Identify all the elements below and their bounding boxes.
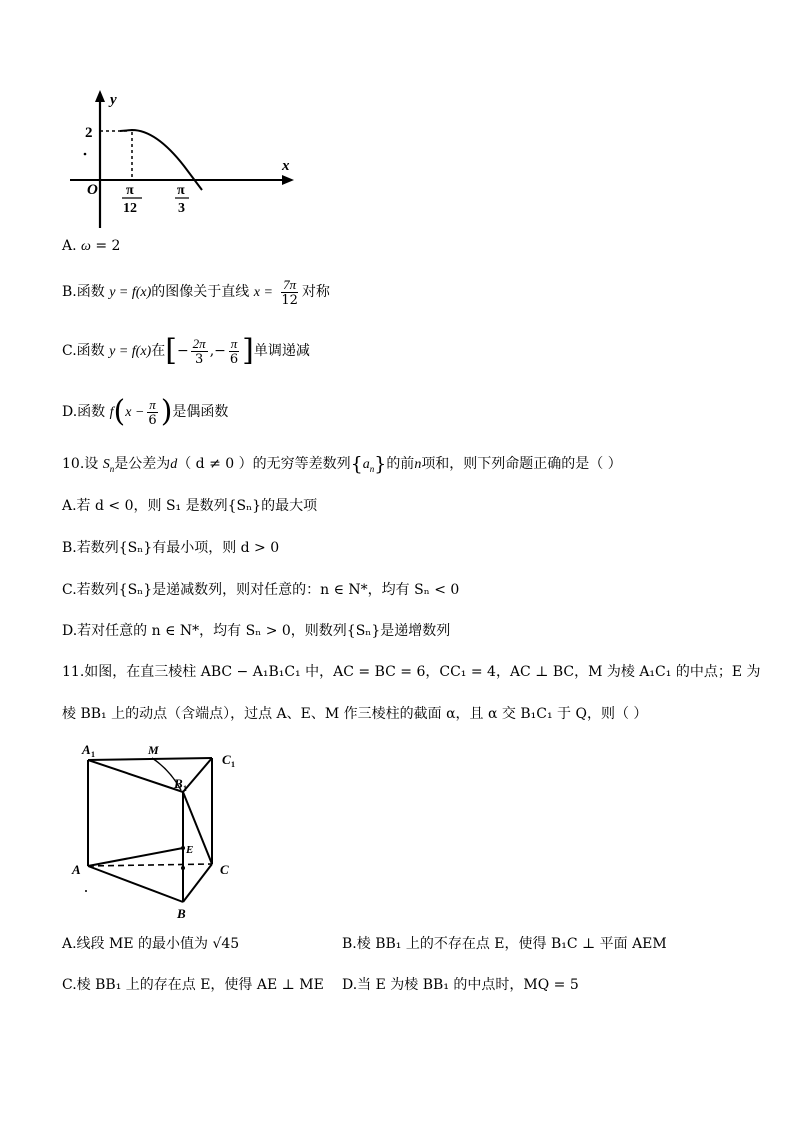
q10-stem-tail: 的前 xyxy=(386,456,415,472)
q9-option-a xyxy=(62,236,120,257)
point-m-label: M xyxy=(148,743,159,757)
q9-option-b-prefix: B.函数 xyxy=(62,284,110,300)
q10-option-c: C.若数列{Sₙ}是递减数列，则对任意的：n ∈ N*，均有 Sₙ < 0 xyxy=(62,582,460,598)
function-graph xyxy=(60,88,310,238)
q10-option-d: D.若对任意的 n ∈ N*，均有 Sₙ > 0，则数列{Sₙ}是递增数列 xyxy=(62,623,451,639)
q9-option-a-value: = 2 xyxy=(90,238,121,254)
q10-option-a: A.若 d < 0，则 S₁ 是数列{Sₙ}的最大项 xyxy=(62,498,318,514)
q9-option-c-in: 在 xyxy=(151,343,166,359)
frac-num: π xyxy=(230,335,238,351)
q9-option-b-text: 的图像关于直线 xyxy=(151,284,250,300)
frac-den: 3 xyxy=(195,351,204,367)
fraction-pi-6-d xyxy=(146,397,158,428)
q10-sn: S xyxy=(102,457,110,472)
prism-figure xyxy=(66,738,256,922)
q10-stem: 10.设 $S_n$是公差为d（ d ≠ 0 ）的无穷等差数列$\{a_n\}$的前n项和，则下列命题正确的是（ ） xyxy=(62,453,622,475)
left-bracket: [ xyxy=(165,333,177,368)
frac-num: π xyxy=(149,396,156,412)
q10-an: a xyxy=(362,457,370,472)
y-tick-label: 2 xyxy=(85,125,93,141)
q9-option-b-tail: 对称 xyxy=(301,284,330,300)
point-e-label: E xyxy=(186,844,194,856)
omega-symbol: ω xyxy=(81,239,91,254)
q10-number: 10.设 xyxy=(62,456,103,472)
q10-n: n xyxy=(414,457,422,472)
q9-option-d-tail: 是偶函数 xyxy=(172,404,229,420)
q9-option-c-tail: 单调递减 xyxy=(253,343,310,359)
x-tick1-den: 12 xyxy=(123,201,137,216)
q9-option-c-prefix: C.函数 xyxy=(62,343,110,359)
vertex-c-label: C xyxy=(220,862,229,877)
q11-option-a: A.线段 ME 的最小值为 √45 xyxy=(62,936,240,952)
right-bracket: ] xyxy=(242,333,254,368)
q9-option-d-prefix: D.函数 xyxy=(62,404,110,420)
q10-stem-end: 项和，则下列命题正确的是（ ） xyxy=(421,456,622,472)
q11-option-b: B.棱 BB₁ 上的不存在点 E，使得 B₁C ⊥ 平面 AEM xyxy=(342,936,667,952)
q9-option-a-prefix: A. xyxy=(62,238,82,254)
q9-option-b-x: x = xyxy=(253,285,273,300)
q9-option-b xyxy=(62,276,330,309)
vertex-b1-sub: 1 xyxy=(183,784,187,793)
origin-label: O xyxy=(87,182,98,198)
q11-stem-line2: 棱 BB₁ 上的动点（含端点），过点 A、E、M 作三棱柱的截面 α，且 α 交 B₁C₁ 于 Q，则（ ） xyxy=(62,706,648,722)
y-axis-label: y xyxy=(110,92,117,108)
x-tick2-den: 3 xyxy=(178,201,185,216)
x-axis-label: x xyxy=(282,158,290,174)
frac-den: 6 xyxy=(229,351,239,367)
vertex-a1-sub: 1 xyxy=(91,750,95,759)
fraction-2pi-3 xyxy=(191,336,208,367)
q10-option-b: B.若数列{Sₙ}有最小项，则 d > 0 xyxy=(62,540,280,556)
q10-stem-mid: 是公差为 xyxy=(114,456,171,472)
left-paren: ( xyxy=(113,394,126,429)
frac-den: 12 xyxy=(281,292,298,308)
q11-option-c: C.棱 BB₁ 上的存在点 E，使得 AE ⊥ ME xyxy=(62,977,324,993)
fraction-7pi-12 xyxy=(279,277,300,308)
vertex-a-label: A xyxy=(72,862,81,877)
q9-option-d-f: f xyxy=(109,405,114,420)
frac-num: 2π xyxy=(192,335,206,351)
x-tick2-num: π xyxy=(177,183,185,198)
q11-stem-line1: 11.如图，在直三棱柱 ABC − A₁B₁C₁ 中，AC = BC = 6，CC₁ = 4，AC ⊥ BC，M 为棱 A₁C₁ 的中点；E 为 xyxy=(62,664,761,680)
vertex-c1-label: C xyxy=(222,752,231,767)
right-paren: ) xyxy=(160,394,173,429)
x-tick1-num: π xyxy=(126,183,134,198)
frac-num: 7π xyxy=(283,276,297,292)
q9-option-c: C.函数 y = f(x)在[− $\frac{2\pi}{3}$ ,− $\frac{\pi}{6}$ ]单调递减 xyxy=(62,333,310,368)
q9-option-c-func: y = f(x) xyxy=(109,344,152,359)
q11-option-d: D.当 E 为棱 BB₁ 的中点时，MQ = 5 xyxy=(342,977,579,993)
vertex-a1-label: A xyxy=(82,742,91,757)
q9-option-b-func: y = f(x) xyxy=(109,285,152,300)
vertex-b-label: B xyxy=(177,906,186,921)
vertex-b1-label: B xyxy=(174,776,183,791)
fraction-pi-6 xyxy=(228,336,240,367)
frac-den: 6 xyxy=(148,412,157,428)
q10-stem-cond: （ d ≠ 0 ）的无穷等差数列 xyxy=(177,456,351,472)
q9-option-d xyxy=(62,394,228,431)
q10-d: d xyxy=(170,457,178,472)
vertex-c1-sub: 1 xyxy=(231,760,235,769)
q9-option-d-x: x − xyxy=(125,405,145,420)
